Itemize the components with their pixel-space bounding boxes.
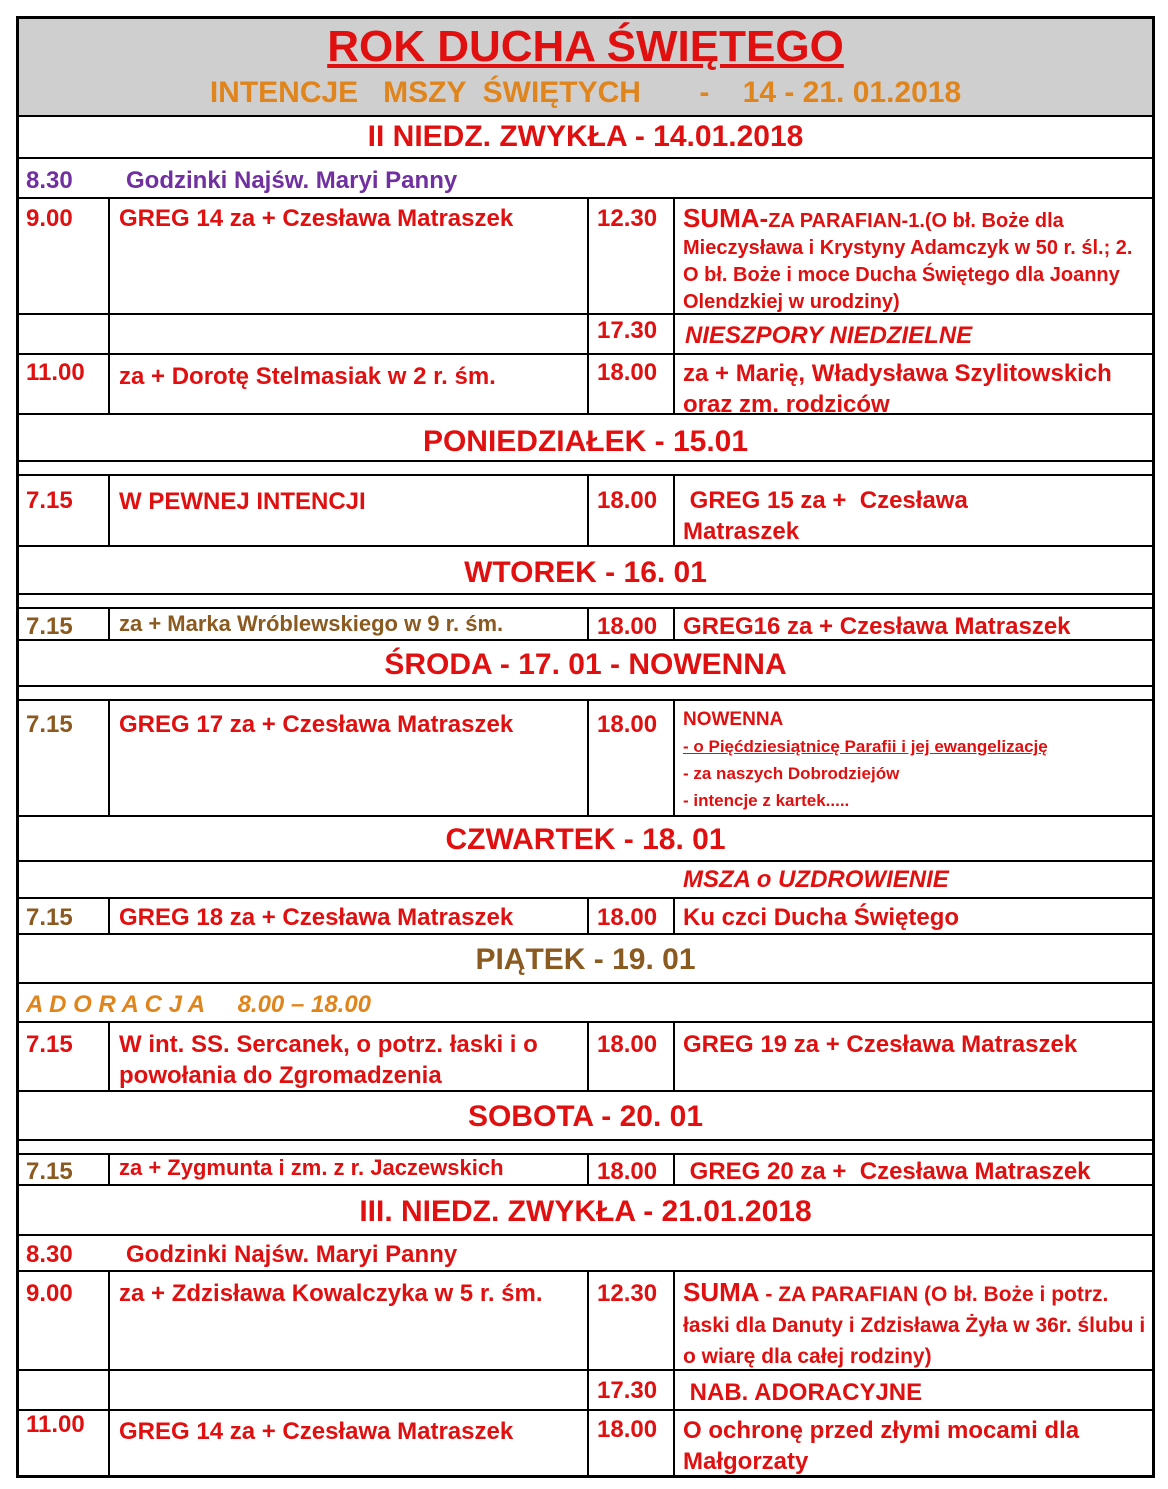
mass-intention: za + Marka Wróblewskiego w 9 r. śm. bbox=[119, 611, 504, 636]
mass-time: 11.00 bbox=[26, 1411, 85, 1438]
mass-intention bbox=[683, 1277, 1151, 1372]
mass-time: 18.00 bbox=[597, 904, 658, 931]
schedule-sheet bbox=[16, 16, 1155, 1478]
mass-intention: GREG 14 za + Czesława Matraszek bbox=[119, 1418, 514, 1445]
mass-time: 9.00 bbox=[26, 205, 73, 232]
mass-intention: W int. SS. Sercanek, o potrz. łaski i o powołania do Zgromadzenia bbox=[119, 1031, 538, 1089]
mass-intention: GREG 14 za + Czesława Matraszek bbox=[119, 205, 514, 232]
nowenna-line: - o Pięćdziesiątnicę Parafii i jej ewangelizację bbox=[683, 737, 1048, 756]
suma-text: ZA PARAFIAN-1.(O bł. Boże dla Mieczysława i Krystyny Adamczyk w 50 r. śl.; 2. O bł. Boże i moce Ducha Świętego dla Joanny Olendzkiej w urodziny) bbox=[683, 210, 1133, 313]
mass-time: 18.00 bbox=[597, 711, 658, 738]
day-heading-monday: PONIEDZIAŁEK - 15.01 bbox=[422, 425, 749, 458]
adoration-text: NAB. ADORACYJNE bbox=[683, 1379, 923, 1406]
suma-label: SUMA bbox=[683, 1277, 760, 1307]
mass-intention: Ku czci Ducha Świętego bbox=[683, 904, 960, 931]
mass-intention: za + Dorotę Stelmasiak w 2 r. śm. bbox=[119, 363, 496, 390]
mass-intention: za + Zdzisława Kowalczyka w 5 r. śm. bbox=[119, 1280, 543, 1307]
page-header bbox=[19, 19, 1152, 115]
time-godzinki: 8.30 bbox=[26, 167, 73, 194]
day-heading-friday: PIĄTEK - 19. 01 bbox=[475, 943, 696, 976]
day-heading-tuesday: WTOREK - 16. 01 bbox=[464, 556, 707, 589]
mass-time: 7.15 bbox=[26, 711, 73, 738]
mass-time: 18.00 bbox=[597, 1158, 658, 1185]
mass-intention: GREG 15 za + Czesława Matraszek bbox=[683, 487, 975, 545]
mass-time: 9.00 bbox=[26, 1280, 73, 1307]
godzinki-text: Godzinki Najśw. Maryi Panny bbox=[126, 167, 458, 194]
suma-text: - ZA PARAFIAN (O bł. Boże i potrz. łaski dla Danuty i Zdzisława Żyła w 36r. ślubu i o wiarę dla całej rodziny) bbox=[683, 1283, 1146, 1368]
day-heading-sunday-1: II NIEDZ. ZWYKŁA - 14.01.2018 bbox=[367, 120, 804, 153]
mass-time: 18.00 bbox=[597, 359, 658, 386]
mass-time: 18.00 bbox=[597, 1416, 658, 1443]
mass-intention: za + Marię, Władysława Szylitowskich oraz zm. rodziców bbox=[683, 360, 1112, 418]
mass-time: 12.30 bbox=[597, 205, 658, 232]
nowenna-line: - intencje z kartek..... bbox=[683, 791, 850, 810]
page-subtitle: INTENCJE MSZY ŚWIĘTYCH - 14 - 21. 01.2018 bbox=[209, 76, 962, 109]
mass-intention: W PEWNEJ INTENCJI bbox=[119, 488, 366, 515]
mass-intention: GREG16 za + Czesława Matraszek bbox=[683, 613, 1071, 640]
day-heading-wednesday: ŚRODA - 17. 01 - NOWENNA bbox=[384, 648, 787, 681]
day-heading-saturday: SOBOTA - 20. 01 bbox=[467, 1100, 704, 1133]
nowenna-title: NOWENNA bbox=[683, 709, 784, 730]
mass-intention: za + Zygmunta i zm. z r. Jaczewskich bbox=[119, 1155, 504, 1180]
mass-time: 18.00 bbox=[597, 1031, 658, 1058]
mass-intention: GREG 20 za + Czesława Matraszek bbox=[683, 1158, 1091, 1185]
mass-intention: GREG 18 za + Czesława Matraszek bbox=[119, 904, 514, 931]
mass-time: 17.30 bbox=[597, 317, 658, 344]
mass-time: 7.15 bbox=[26, 613, 73, 640]
mass-time: 12.30 bbox=[597, 1280, 658, 1307]
mass-time: 7.15 bbox=[26, 904, 73, 931]
mass-time: 7.15 bbox=[26, 1031, 73, 1058]
day-heading-sunday-2: III. NIEDZ. ZWYKŁA - 21.01.2018 bbox=[359, 1195, 812, 1228]
mass-time: 11.00 bbox=[26, 359, 85, 386]
mass-time: 17.30 bbox=[597, 1377, 658, 1404]
nowenna-line: - za naszych Dobrodziejów bbox=[683, 764, 900, 783]
godzinki-text: Godzinki Najśw. Maryi Panny bbox=[126, 1241, 458, 1268]
mass-intention: O ochronę przed złymi mocami dla Małgorzaty bbox=[683, 1417, 1080, 1475]
mass-time: 18.00 bbox=[597, 487, 658, 514]
vespers-text: NIESZPORY NIEDZIELNE bbox=[685, 322, 973, 349]
time-godzinki: 8.30 bbox=[26, 1241, 73, 1268]
day-heading-thursday: CZWARTEK - 18. 01 bbox=[445, 823, 726, 856]
mass-time: 7.15 bbox=[26, 1158, 73, 1185]
mass-time: 7.15 bbox=[26, 487, 73, 514]
mass-intention: GREG 19 za + Czesława Matraszek bbox=[683, 1031, 1078, 1058]
mass-intention bbox=[683, 203, 1148, 316]
special-mass-label: MSZA o UZDROWIENIE bbox=[683, 866, 949, 893]
suma-label: SUMA- bbox=[683, 203, 769, 233]
mass-time: 18.00 bbox=[597, 613, 658, 640]
page-title: ROK DUCHA ŚWIĘTEGO bbox=[327, 22, 844, 71]
mass-intention: GREG 17 za + Czesława Matraszek bbox=[119, 711, 514, 738]
adoration-hours: A D O R A C J A 8.00 – 18.00 bbox=[26, 991, 372, 1018]
